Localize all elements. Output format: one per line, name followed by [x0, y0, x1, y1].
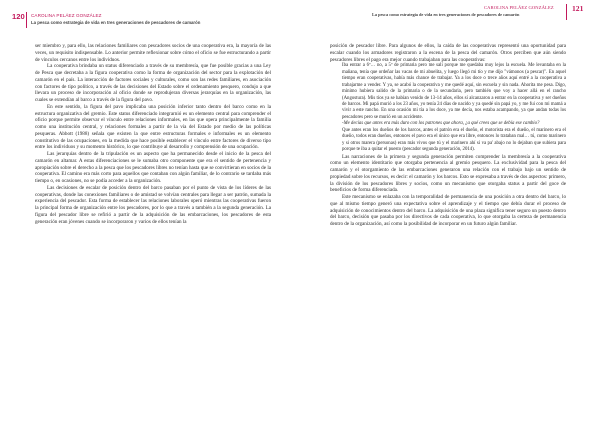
paragraph: En este sentido, la figura del pavo implicaba una posición inferior tanto dentro del barco como en la estructura organizativa del gremio. Este status diferenciado integrarnió es un elemento central para comprender el oficio porque permite observar el vínculo entre relaciones informales, en las que opera principalmente la familia como una institución central, y relaciones formales a partir de la vía del Estado por medio de las políticas pesqueras. Abbott (1988) señala que existen la que entre estructuras formales e informales es un elemento constitutivo de las ocupaciones, en la medida que hace posible establecer el vínculo entre factores de diverso tipo entre los individuos y su momento histórico, lo que contribuye al desarrollo y comprensión de una ocupación. — [35, 103, 271, 151]
left-body-text — [35, 43, 271, 225]
interview-quote — [342, 63, 566, 153]
quote-text: Iba entrar a 6º… no, a 5º de primaria pero me salí porque me quedaba muy lejos la escuela. Me levantaba en la mañana, tenía que ordeñar las vacas de mi abuelita, y luego llegó mi tío y me dijo "vámonos (a pescar)". En aquel tiempo eran cooperativas, había más chance de trabajar. Ya a los doce o trece años aquí entré a la cooperativa a trabajarme a vender. Y ya, se acabó la cooperativa y me quedé aquí, sin escuela y sin nada. Ahorita me pesa. Digo, mínimo hubiera salido de la primaria o de la secundaria, pero también que voy a hacer allá en el rancho (Angostura). Mis tíos ya se habían venido de 13-14 años, ellos sí alcanzaron a entrar en la cooperativa y ser dueños de barcos. Mi papá murió a los 23 años, yo tenía 24 días de nacido y ya quedé sin papá yo, y me fui con mi mamá a vivir a este rancho. En una ocasión mi tía a los doce, ya me decía, nos estaba acampando, ya que andan todas los pescadores pero se murió en un accidente. — [342, 63, 566, 120]
left-running-author: CAROLINA PELÁEZ GONZÁLEZ — [31, 13, 102, 18]
quote-text: Que antes eran los dueños de los barcos, antes el patrón era el dueño, el motorista era el dueño, el marinero era el dueño, todos eran dueños, entonces el pavo era el único que era libre, entonces lo trataban mal… tú, como marinero y si otros marera (personas) eran más vivos que tú y el marinero ahí sí va pa' abajo no lo dejaban que subiera para porque te iba a quitar el puesto (pescador segunda generación, 2014). — [342, 127, 566, 153]
left-running-title: La pesca como estrategia de vida en tres generaciones de pescadores de camarón — [31, 20, 201, 25]
right-running-title: La pesca como estrategia de vida en tres generaciones de pescadores de camarón — [372, 12, 520, 17]
paragraph: Las jerarquías dentro de la tripulación es un aspecto que ha permanecido desde el inicio de la pesca del camarón en altamar. A estas diferenciaciones se le sumaba otro componente que era el sentido de pertenencia y apropiación sobre el derecho a la pesca que los pescadores libres no tenían hasta que se convirtieran en socios de la cooperativa. El camino era más corto para aquellos que contaban con algún familiar, de lo contrario se tardaba más tiempo o, en ocasiones, no se podía acceder a la organización. — [35, 151, 271, 184]
paragraph: Las narraciones de la primera y segunda generación permiten comprender la membresía a la cooperativa como un elemento identitario que otorgaba pertenencia al gremio pesquero. La exclusividad para la pesca del camarón y el otorgamiento de las embarcaciones generaron una relación con el trabajo bajo un sentido de propiedad sobre los recursos, es decir: el camarón y los barcos. Esto se expresaba a través de dos aspectos: primero, la división de los pescadores libres y socios, como un mecanismo que otorgaba status a partir del goce de beneficios de forma diferenciada. — [330, 153, 566, 194]
right-page-number: 121 — [572, 4, 584, 13]
right-header-divider — [566, 4, 567, 20]
right-body-text — [330, 43, 566, 228]
paragraph: Este mecanismo se enlazaba con la temporalidad de permanencia de una posición a otra dentro del barco, lo que al mismo tiempo generó una expectativa sobre el aprendizaje y el tiempo que debía durar el proceso de adquisición de conocimientos dentro del barco. La adquisición de una plaza significa tener seguro un puesto dentro del barco, decisión que pasaba por los directivos de cada cooperativa, lo que otorgaba la certeza de permanencia dentro de la organización, así como la posibilidad de incorporar en un futuro algún familiar. — [330, 194, 566, 228]
paragraph: ser miembro y, para ello, las relaciones familiares con pescadores socios de una cooperativa era, la mayoría de las veces, un requisito indispensable. Lo anterior permite reflexionar sobre cómo el oficio se fue estructurando a partir de vínculos cercanos entre los individuos. — [35, 43, 271, 63]
right-page — [300, 0, 600, 440]
right-running-author-text: CAROLINA PELÁEZ GONZÁLEZ — [484, 5, 554, 10]
paragraph: Las decisiones de escalar de posición dentro del barco pasaban por el punto de vista de los líderes de las cooperativas, donde las conexiones familiares o de amistad se volvían centrales para llegar a ser patrón, sumada la experiencia del pescador. Esta forma de establecer las relaciones laborales operó mientras las cooperativas fueron la principal forma de organización entre los pescadores, por lo que a través a también a la segunda generación. La figura del pescador libre se refirió a partir de la adquisición de las embarcaciones, los pescadores de esta generación eran jóvenes cuando se incorporaron y varios de ellos tenían la — [35, 184, 271, 225]
interviewer-question: -Me decías que antes era más duro con los patrones que ahora, ¿a qué crees que se debía ese cambio? — [342, 121, 540, 127]
paragraph: La cooperativa brindaba un status diferenciado a través de su membresía, que fue posible gracias a una Ley de Pesca que decretaba a la figura cooperativa como la forma de organización del sector para la explotación del camarón en el país. La interacción de factores sociales y culturales, como son las redes familiares, en asociación con factores de tipo político, a través de las decisiones del Estado sobre el ordenamiento pesquero, condujo a que llevara un proceso de incorporación al oficio donde se reprodujeran diversas jerarquías en la organización, las cuales se extendían al barco a través de la figura del pavo. — [35, 63, 271, 103]
left-header-divider — [26, 12, 27, 28]
left-page-number: 120 — [12, 12, 25, 21]
paragraph: posición de pescador libre. Para algunos de ellos, la caída de las cooperativas representó una oportunidad para escalar cuando los armadores registraron a la escena de la pesca del camarón. Otros perciben que aún siendo pescadores libres el pago era mejor cuando trabajaban para las cooperativas: — [330, 43, 566, 63]
